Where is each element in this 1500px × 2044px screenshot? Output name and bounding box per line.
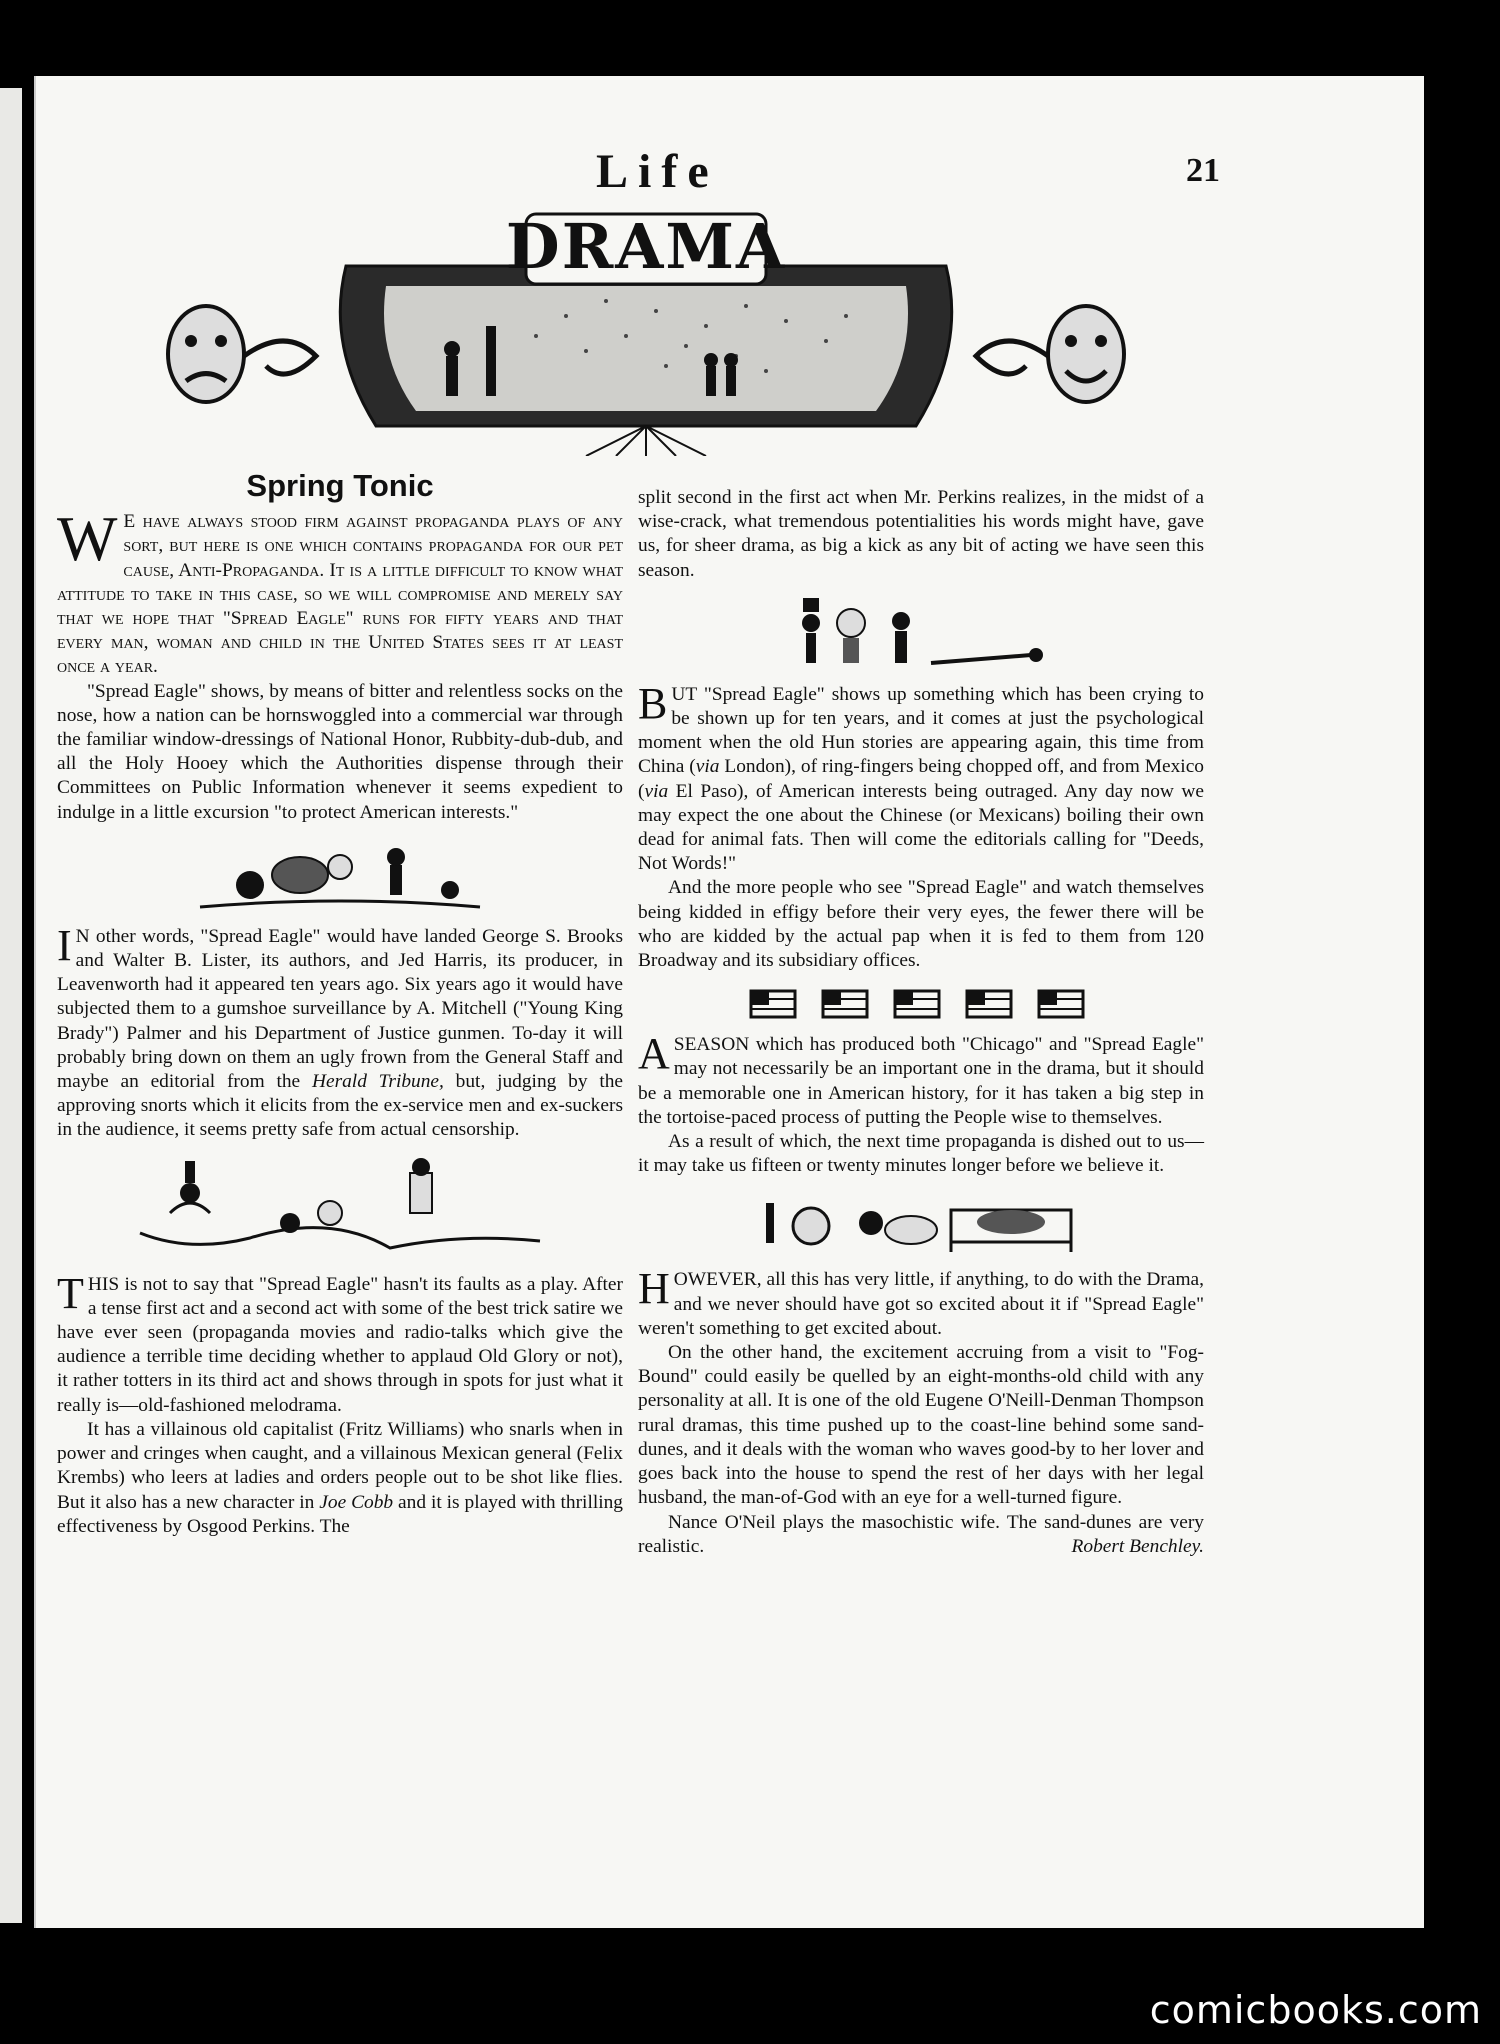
dropcap-b: B — [638, 678, 668, 728]
drama-banner-illustration — [146, 206, 1146, 456]
paragraph-villainous-b: and it is played with thrilling effectiveness by Osgood Perkins. The — [57, 1491, 623, 1537]
paragraph-but-a: UT "Spread Eagle" shows up something which has been crying to be shown up for ten years, and it comes at just the psychological moment when the old Hun stories are appearing again, this time from China ( — [638, 683, 1204, 778]
paragraph-villainous-a: It has a villainous old capitalist (Fritz Williams) who snarls when in power and cringes when caught, and a villainous Mexican general (Felix Krembs) who leers at ladies and orders people out to be shot like flies. But it also has a new character in — [57, 1418, 623, 1513]
cartoon-figures-illustration — [771, 593, 1071, 673]
drama-banner-title: DRAMA — [505, 210, 787, 283]
flags-row-illustration — [741, 983, 1101, 1023]
dropcap-i: I — [57, 920, 72, 970]
watermark-text: comicbooks.com — [1149, 1988, 1482, 2032]
paragraph-this-is-not — [57, 1268, 623, 1418]
cartoon-fight-illustration — [190, 835, 490, 915]
paragraph-in-other-words — [57, 920, 624, 1143]
paragraph-a-season-text: SEASON which has produced both "Chicago" and "Spread Eagle" may not necessarily be an important one in the drama, but it should be a memorable one in American history, for it has taken a big step in the tortoise-paced process of putting the People wise to themselves. — [638, 1034, 1204, 1128]
paragraph-but-b: London), of ring-fingers being chopped off, and from Mexico ( — [638, 756, 1204, 802]
magazine-page — [34, 76, 1424, 1928]
paragraph-a-season — [638, 1029, 1204, 1130]
flag-icon — [1039, 991, 1083, 1017]
previous-page-edge — [0, 88, 22, 1923]
dropcap-a: A — [638, 1029, 670, 1079]
flag-icon — [823, 991, 867, 1017]
cartoon-chase-illustration — [130, 1153, 550, 1263]
author-signature: Robert Benchley. — [1071, 1535, 1204, 1557]
via-italic-2: via — [644, 780, 669, 802]
paragraph-spread-eagle-shows: "Spread Eagle" shows, by means of bitter and relentless socks on the nose, how a nation can be hornswoggled into a commercial war through the familiar window-dressings of National Honor, Rubbity-dub-dub, and all the Holy Hooey which the Authorities dispense through their Committees on Public Information whenever it seems expedient to indulge in a little excursion "to protect American interests." — [57, 680, 623, 823]
paragraph-intro — [57, 503, 623, 679]
dropcap-t: T — [57, 1268, 84, 1318]
paragraph-but-spread-eagle — [638, 678, 1204, 877]
left-column — [57, 468, 624, 1539]
flag-icon — [751, 991, 795, 1017]
joe-cobb-name: Joe Cobb — [319, 1491, 394, 1513]
comedy-mask-icon — [976, 306, 1124, 402]
herald-tribune-title: Herald Tribune, — [311, 1071, 444, 1093]
paragraph-however — [638, 1264, 1204, 1341]
paragraph-split-second: split second in the first act when Mr. Perkins realizes, in the midst of a wise-crack, what tremendous potentialities his words might have, gave us, for sheer drama, as big a kick as any bit of acting we have seen this season. — [638, 487, 1204, 581]
paragraph-this-is-not-text: HIS is not to say that "Spread Eagle" hasn't its faults as a play. After a tense first act and a second act with some of the best trick satire we have ever seen (propaganda movies and radio-talks which give the audience a terrible time deciding whether to applaud Old Glory or not), it rather totters in its third act and shows through in spots for just what it really is—old-fashioned melodrama. — [57, 1273, 623, 1416]
flag-icon — [895, 991, 939, 1017]
dropcap-h: H — [638, 1264, 670, 1314]
cartoon-bedroom-illustration — [751, 1188, 1091, 1258]
dropcap-w: W — [57, 503, 118, 575]
paragraph-villainous — [57, 1418, 623, 1539]
paragraph-nance-oneil-text: Nance O'Neil plays the masochistic wife. The sand-dunes are very realistic. — [638, 1511, 1204, 1557]
right-column — [638, 486, 1204, 1559]
paragraph-intro-text: E have always stood firm against propaganda plays of any sort, but here is one which contains propaganda for our pet cause, Anti-Propaganda. It is a little difficult to know what attitude to take in this case, so we will compromise and merely say that we hope that "Spread Eagle" runs for fifty years and that every man, woman and child in the United States sees it at least once a year. — [57, 511, 623, 678]
page-number: 21 — [1186, 152, 1220, 189]
paragraph-in-other-words-a: N other words, "Spread Eagle" would have landed George S. Brooks and Walter B. Lister, its authors, and Jed Harris, its producer, in Leavenworth had it appeared ten years ago. Six years ago it would have subjected them to a gumshoe surveillance by A. Mitchell ("Young King Brady") Palmer and his Department of Justice gunmen. To-day it will probably bring down on them an ugly frown from the General Staff and maybe an editorial from the — [57, 925, 623, 1093]
paragraph-as-a-result: As a result of which, the next time propaganda is dished out to us—it may take us fifteen or twenty minutes longer before we believe it. — [638, 1131, 1204, 1177]
flag-icon — [967, 991, 1011, 1017]
masthead-title: Life — [596, 145, 719, 198]
paragraph-but-c: El Paso), of American interests being outraged. Any day now we may expect the one about the Chinese (or Mexicans) boiling their own dead for animal fats. Then will come the editorials calling for "Deeds, Not Words!" — [638, 780, 1204, 875]
article-heading: Spring Tonic — [246, 468, 434, 503]
paragraph-however-text: OWEVER, all this has very little, if anything, to do with the Drama, and we never should have got so excited about it if "Spread Eagle" weren't something to get excited about. — [638, 1269, 1204, 1339]
tragedy-mask-icon — [168, 306, 316, 402]
via-italic-1: via — [695, 756, 720, 778]
paragraph-on-the-other-hand: On the other hand, the excitement accruing from a visit to "Fog-Bound" could easily be quelled by an eight-months-old child with any personality at all. It is one of the old Eugene O'Neill-Denman Thompson rural dramas, this time pushed up to the coast-line behind some sand-dunes, and it deals with the woman who waves good-by to her lover and goes back into the house to spend the rest of her days with her legal husband, the man-of-God with an eye for a well-turned figure. — [638, 1342, 1204, 1509]
paragraph-in-other-words-b: but, judging by the approving snorts which it elicits from the ex-service men and ex-suckers in the audience, it seems pretty safe from actual censorship. — [57, 1071, 624, 1141]
paragraph-nance-oneil — [638, 1511, 1204, 1559]
paragraph-and-the-more: And the more people who see "Spread Eagle" and watch themselves being kidded in effigy before their very eyes, the fewer there will be who are kidded by the actual pap when it is fed to them from 120 Broadway and its subsidiary offices. — [638, 877, 1204, 972]
